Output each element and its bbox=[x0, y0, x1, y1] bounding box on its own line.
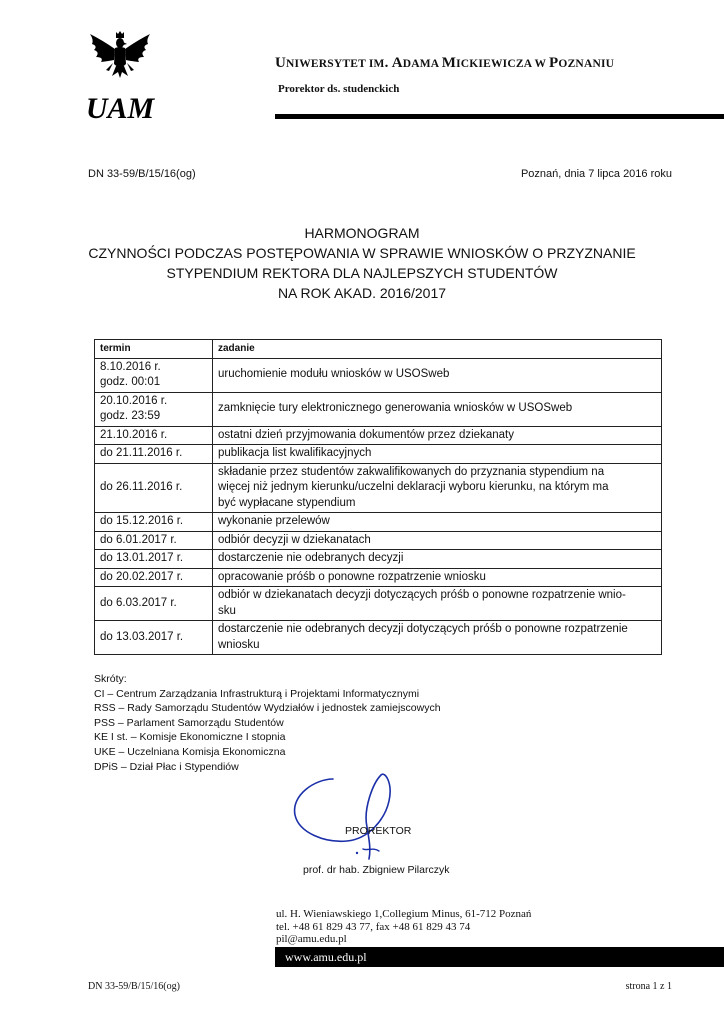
title-line: CZYNNOŚCI PODCZAS POSTĘPOWANIA W SPRAWIE WNIOSKÓW O PRZYZNANIE bbox=[88, 245, 636, 261]
cell-term: 8.10.2016 r. godz. 00:01 bbox=[95, 358, 213, 392]
cell-term: 21.10.2016 r. bbox=[95, 426, 213, 445]
cell-task: zamknięcie tury elektronicznego generowania wniosków w USOSweb bbox=[213, 392, 662, 426]
cell-task: publikacja list kwalifikacyjnych bbox=[213, 445, 662, 464]
table-row bbox=[95, 392, 662, 426]
cell-task: odbiór w dziekanatach decyzji dotyczących próśb o ponowne rozpatrzenie wnio- sku bbox=[213, 587, 662, 621]
table-row bbox=[95, 568, 662, 587]
university-name bbox=[275, 55, 614, 72]
cell-term: do 15.12.2016 r. bbox=[95, 513, 213, 532]
abbreviation-item: UKE – Uczelniana Komisja Ekonomiczna bbox=[94, 745, 286, 758]
uni-part-initial: . A bbox=[384, 55, 403, 71]
cell-task: dostarczenie nie odebranych decyzji bbox=[213, 550, 662, 569]
abbreviation-item: RSS – Rady Samorządu Studentów Wydziałów i jednostek zamiejscowych bbox=[94, 702, 441, 715]
abbreviation-item: PSS – Parlament Samorządu Studentów bbox=[94, 716, 284, 729]
website-link[interactable]: www.amu.edu.pl bbox=[285, 950, 367, 964]
cell-task: wykonanie przelewów bbox=[213, 513, 662, 532]
column-header-task: zadanie bbox=[213, 340, 662, 359]
schedule-table bbox=[94, 339, 662, 655]
table-row bbox=[95, 358, 662, 392]
table-row bbox=[95, 550, 662, 569]
department-name: Prorektor ds. studenckich bbox=[278, 83, 400, 95]
table-row bbox=[95, 531, 662, 550]
schedule-table-body bbox=[95, 358, 662, 655]
handwritten-signature bbox=[285, 765, 420, 865]
cell-term: do 13.03.2017 r. bbox=[95, 621, 213, 655]
cell-task: opracowanie próśb o ponowne rozpatrzenie wniosku bbox=[213, 568, 662, 587]
abbreviation-item: KE I st. – Komisje Ekonomiczne I stopnia bbox=[94, 731, 286, 744]
cell-term: do 13.01.2017 r. bbox=[95, 550, 213, 569]
uni-part-rest: NIWERSYTET IM bbox=[286, 58, 385, 70]
page-number: strona 1 z 1 bbox=[625, 981, 672, 992]
table-row bbox=[95, 587, 662, 621]
title-line: STYPENDIUM REKTORA DLA NAJLEPSZYCH STUDENTÓW bbox=[166, 265, 558, 281]
cell-term: do 6.03.2017 r. bbox=[95, 587, 213, 621]
cell-term: do 6.01.2017 r. bbox=[95, 531, 213, 550]
table-header-row bbox=[95, 340, 662, 359]
cell-task: uruchomienie modułu wniosków w USOSweb bbox=[213, 358, 662, 392]
cell-term: do 21.11.2016 r. bbox=[95, 445, 213, 464]
cell-task: dostarczenie nie odebranych decyzji dotyczących próśb o ponowne rozpatrzenie wniosku bbox=[213, 621, 662, 655]
uni-part-initial: U bbox=[275, 55, 287, 71]
header-rule bbox=[275, 114, 724, 119]
uni-part-rest: DAMA bbox=[402, 58, 442, 70]
cell-term: do 20.02.2017 r. bbox=[95, 568, 213, 587]
cell-term: do 26.11.2016 r. bbox=[95, 463, 213, 513]
document-title bbox=[62, 223, 662, 303]
uni-part-rest: ICKIEWICZA W bbox=[456, 58, 550, 70]
document-number: DN 33-59/B/15/16(og) bbox=[88, 168, 196, 180]
uni-part-rest: OZNANIU bbox=[558, 58, 615, 70]
abbreviation-item: CI – Centrum Zarządzania Infrastrukturą i Projektami Informatycznymi bbox=[94, 687, 420, 700]
phone-line: tel. +48 61 829 43 77, fax +48 61 829 43 74 bbox=[276, 920, 471, 933]
document-date: Poznań, dnia 7 lipca 2016 roku bbox=[520, 168, 672, 180]
signatory-role: PROREKTOR bbox=[345, 825, 412, 837]
cell-task: składanie przez studentów zakwalifikowanych do przyznania stypendium na więcej niż jednym kierunku/uczelni deklaracji wyboru kierunku, na którym ma być wypłacane stypendium bbox=[213, 463, 662, 513]
abbreviations-list bbox=[94, 672, 441, 774]
abbreviations-heading: Skróty: bbox=[94, 673, 127, 685]
table-row bbox=[95, 621, 662, 655]
abbreviation-item: DPiS – Dział Płac i Stypendiów bbox=[94, 760, 239, 773]
title-line: NA ROK AKAD. 2016/2017 bbox=[277, 285, 447, 301]
footer-address bbox=[276, 908, 531, 946]
table-row bbox=[95, 513, 662, 532]
signatory-name: prof. dr hab. Zbigniew Pilarczyk bbox=[303, 864, 450, 876]
logo-letters: UAM bbox=[85, 92, 155, 122]
uni-part-initial: M bbox=[441, 55, 457, 71]
email-line: pil@amu.edu.pl bbox=[276, 933, 347, 945]
table-row bbox=[95, 445, 662, 464]
cell-task: odbiór decyzji w dziekanatach bbox=[213, 531, 662, 550]
table-row bbox=[95, 463, 662, 513]
cell-task: ostatni dzień przyjmowania dokumentów przez dziekanaty bbox=[213, 426, 662, 445]
title-line: HARMONOGRAM bbox=[304, 225, 420, 241]
address-line: ul. H. Wieniawskiego 1,Collegium Minus, 61-712 Poznań bbox=[276, 908, 532, 920]
column-header-term: termin bbox=[95, 340, 213, 359]
uam-logo bbox=[82, 30, 158, 122]
cell-term: 20.10.2016 r. godz. 23:59 bbox=[95, 392, 213, 426]
table-row bbox=[95, 426, 662, 445]
footer-document-number: DN 33-59/B/15/16(og) bbox=[88, 981, 180, 992]
uni-part-initial: P bbox=[549, 55, 559, 71]
